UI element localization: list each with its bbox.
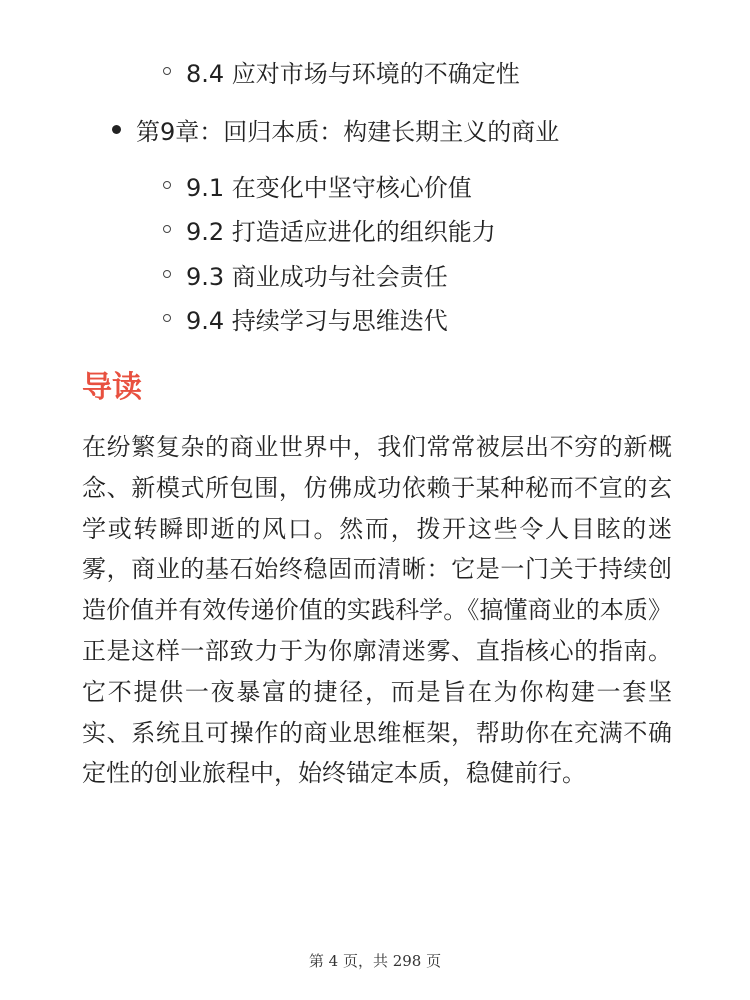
- intro-paragraph: 在纷繁复杂的商业世界中，我们常常被层出不穷的新概念、新模式所包围，仿佛成功依赖于某种秘而不宣的玄学或转瞬即逝的风口。然而，拨开这些令人目眩的迷雾，商业的基石始终稳固而清晰：它是一门关于持续创造价值并有效传递价值的实践科学。《搞懂商业的本质》正是这样一部致力于为你廓清迷雾、直指核心的指南。它不提供一夜暴富的捷径，而是旨在为你构建一套坚实、系统且可操作的商业思维框架，帮助你在充满不确定性的创业旅程中，始终锚定本质，稳健前行。: [82, 433, 672, 788]
- toc-item-9-1: [163, 167, 472, 203]
- disc-bullet-icon: [112, 125, 121, 134]
- section-heading: 导读: [82, 370, 142, 405]
- toc-item-label: 9.3 商业成功与社会责任: [186, 262, 448, 291]
- toc-item-9-3: [163, 256, 448, 292]
- toc-item-label: 9.1 在变化中坚守核心价值: [186, 173, 472, 202]
- toc-item-label: 9.4 持续学习与思维迭代: [186, 306, 448, 335]
- circle-bullet-icon: [163, 225, 171, 233]
- toc-item-label: 第9章：回归本质：构建长期主义的商业: [136, 117, 560, 146]
- toc-item-label: 9.2 打造适应进化的组织能力: [186, 217, 496, 246]
- toc-item-8-4: [163, 53, 520, 89]
- circle-bullet-icon: [163, 270, 171, 278]
- circle-bullet-icon: [163, 67, 171, 75]
- toc-item-9-4: [163, 300, 448, 336]
- circle-bullet-icon: [163, 314, 171, 322]
- page-number-footer: 第 4 页，共 298 页: [308, 952, 442, 970]
- toc-item-9-2: [163, 211, 496, 247]
- circle-bullet-icon: [163, 181, 171, 189]
- toc-item-label: 8.4 应对市场与环境的不确定性: [186, 59, 520, 88]
- toc-item-chapter-9: [112, 111, 559, 147]
